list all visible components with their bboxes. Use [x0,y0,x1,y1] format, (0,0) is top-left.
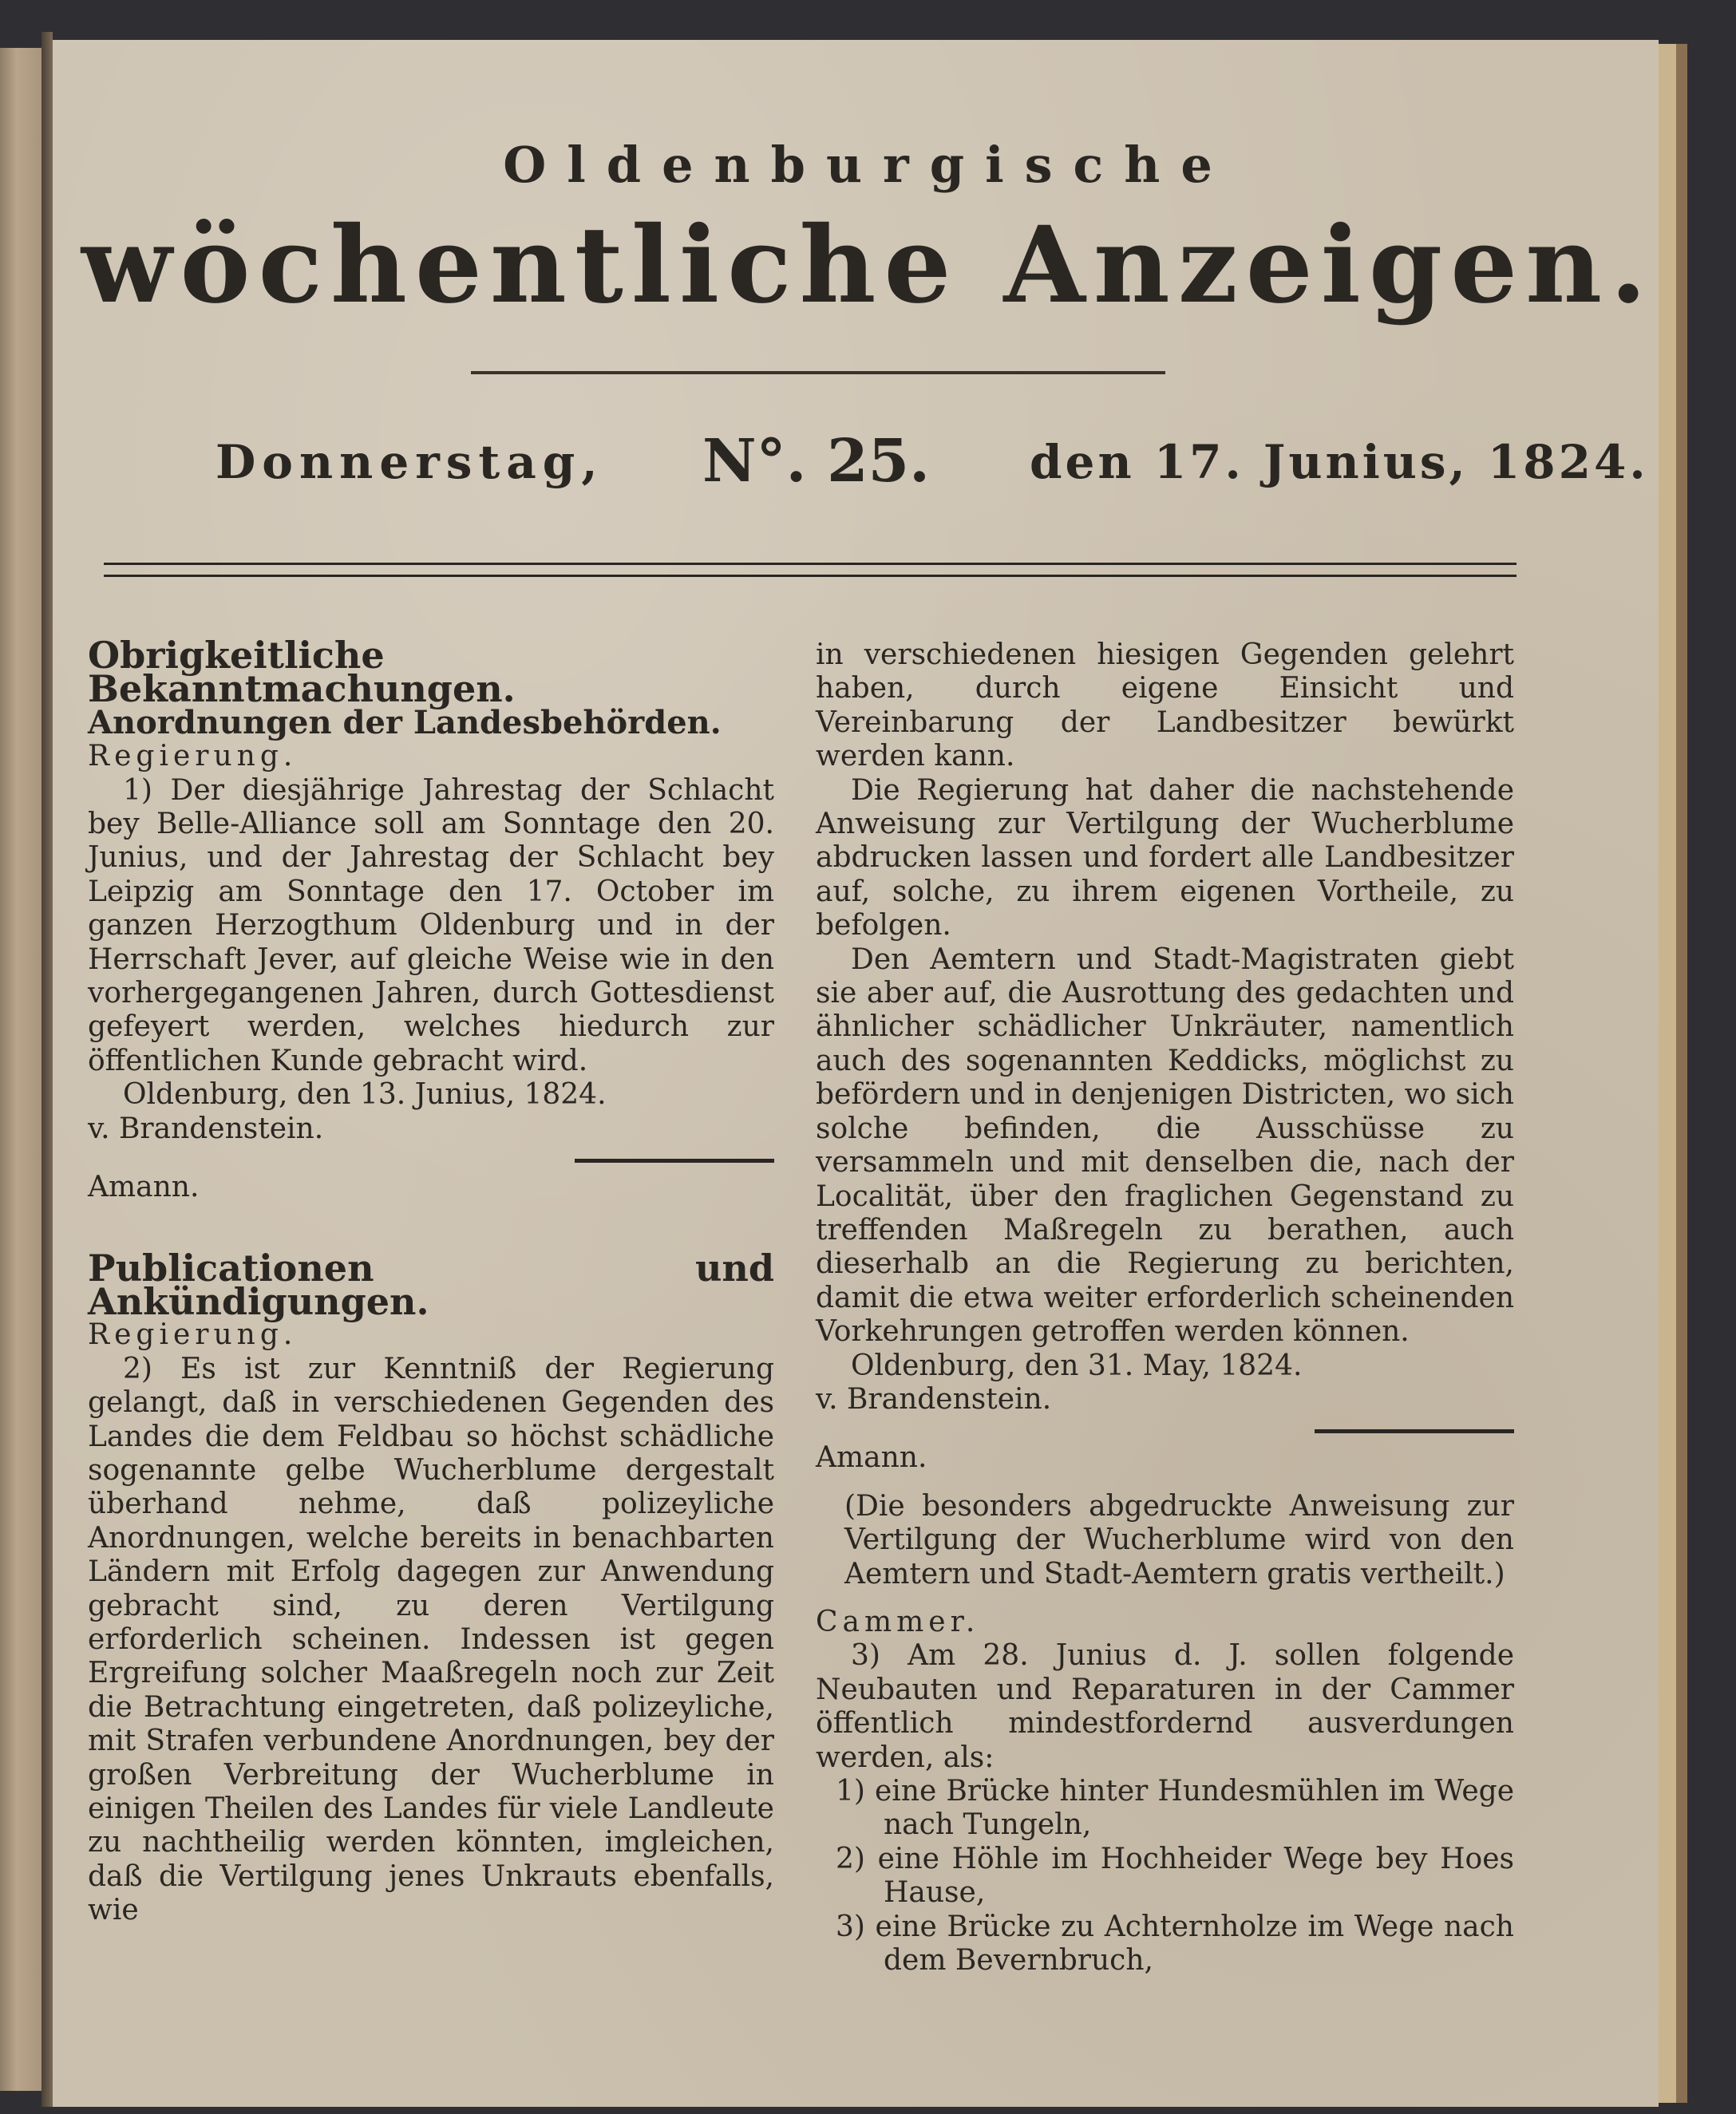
masthead-rule [471,371,1165,374]
left-column [88,634,774,1928]
notice-signer: v. Brandenstein. [88,1112,324,1145]
signature-rule [1315,1429,1514,1433]
page-edge [1659,44,1676,2103]
adjacent-page-edge [0,48,42,2091]
masthead-title: wöchentliche Anzeigen. [81,203,1655,327]
list-item: 3) eine Brücke zu Achternholze im Wege nach dem Bevernbruch, [836,1910,1514,1978]
list-item: 1) eine Brücke hinter Hundesmühlen im Wege nach Tungeln, [836,1775,1514,1842]
list-item: 2) eine Höhle im Hochheider Wege bey Hoes Hause, [836,1842,1514,1910]
notice-text: 3) Am 28. Junius d. J. sollen folgende Neubauten und Reparaturen in der Cammer öffentlich mindestfordernd ausverdungen werden, als: [816,1639,1514,1774]
notice-signer: v. Brandenstein. [816,1382,1052,1416]
notice-countersign: Amann. [88,1171,200,1204]
book-spine [42,32,53,2107]
notice-place-date: Oldenburg, den 31. May, 1824. [851,1349,1303,1382]
notice-paragraph: Den Aemtern und Stadt-Magistraten giebt sie aber auf, die Ausrottung des gedachten und ähnlicher schädlicher Unkräuter, namentlich auch des sogenannten Keddicks, möglichst zu befördern und in denjenigen Districten, wo sich solche befinden, die Ausschüsse zu versammeln und mit denselben die, nach der Localität, über den fraglichen Gegenstand zu treffenden Maßregeln zu berathen, auch dieserhalb an die Regierung zu berichten, damit die etwa weiter erforderlich scheinenden Vorkehrungen getroffen werden können. [816,942,1514,1349]
notice-authority: Cammer. [816,1605,980,1638]
parenthetical-note: (Die besonders abgedruckte Anweisung zur Vertilgung der Wucherblume wird von den Aemtern und Stadt-Aemtern gratis vertheilt.) [844,1489,1514,1590]
right-column [816,638,1514,1978]
notice-paragraph: Die Regierung hat daher die nachstehende Anweisung zur Vertilgung der Wucherblume abdrucken lassen und fordert alle Landbesitzer auf, solche, zu ihrem eigenen Vortheile, zu befolgen. [816,773,1514,942]
header-double-rule [104,563,1517,577]
notice-countersign: Amann. [816,1441,927,1475]
notice-text: 2) Es ist zur Kenntniß der Regierung gelangt, daß in verschiedenen Gegenden des Landes die dem Feldbau so höchst schädliche sogenannte gelbe Wucherblume dergestalt überhand nehme, daß polizeyliche Anordnungen, welche bereits in benachbarten Ländern mit Erfolg dagegen zur Anwendung gebracht sind, zu deren Vertilgung erforderlich scheinen. Indessen ist gegen Ergreifung solcher Maaßregeln noch zur Zeit die Betrachtung eingetreten, daß polizeyliche, mit Strafen verbundene Anordnungen, bey der großen Verbreitung der Wucherblume in einigen Theilen des Landes für viele Landleute zu nachtheilig werden könnten, imgleichen, daß die Vertilgung jenes Unkrauts ebenfalls, wie [88,1352,774,1927]
section-title: Obrigkeitliche Bekanntmachungen. [88,634,516,711]
notice-authority: Regierung. [88,740,298,773]
subsection-title: Anordnungen der Landesbehörden. [88,703,722,741]
page-edge-shadow [1676,44,1687,2103]
section-title: Publicationen und Ankündigungen. [88,1246,774,1323]
signature-rule [575,1159,774,1163]
spacer [816,1476,1514,1490]
spacer [816,1591,1514,1606]
notice-text: 1) Der diesjährige Jahrestag der Schlacht bey Belle-Alliance soll am Sonntage den 20. Junius, und der Jahrestag der Schlacht bey Leipzig am Sonntage den 17. October im ganzen Herzogthum Oldenburg und in der Herrschaft Jever, auf gleiche Weise wie in den vorhergegangenen Jahren, durch Gottesdienst gefeyert werden, welches hiedurch zur öffentlichen Kunde gebracht wird. [88,773,774,1077]
issue-number: N°. 25. [702,427,930,496]
continued-text: in verschiedenen hiesigen Gegenden gelehrt haben, durch eigene Einsicht und Vereinbarung der Landbesitzer bewürkt werden kann. [816,638,1514,773]
spacer [88,1205,774,1251]
issue-date: den 17. Junius, 1824. [1030,435,1649,489]
issue-weekday: Donnerstag, [216,435,604,489]
masthead-line-1: Oldenburgische [503,136,1233,194]
notice-authority: Regierung. [88,1318,298,1352]
notice-place-date: Oldenburg, den 13. Junius, 1824. [123,1078,607,1112]
